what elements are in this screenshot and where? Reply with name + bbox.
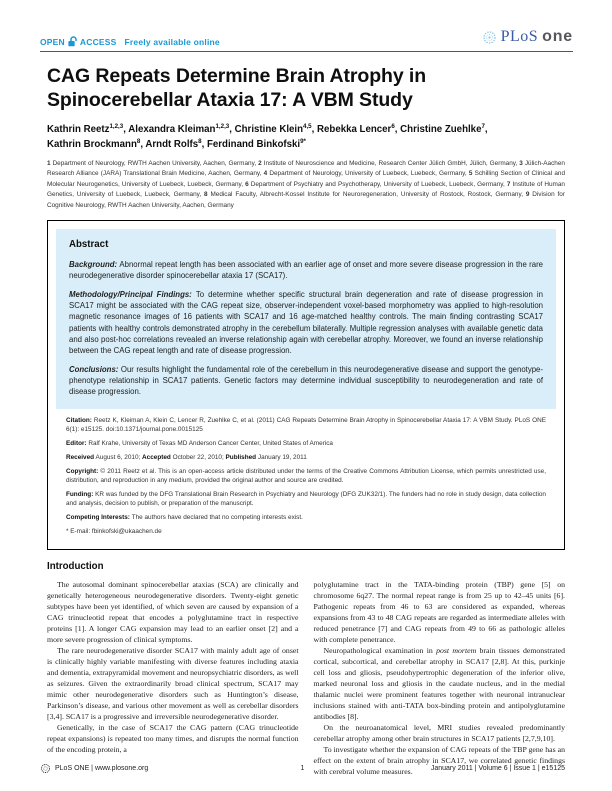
text-segment: Background: xyxy=(69,260,120,270)
text-segment: Our results highlight the fundamental role of the cerebellum in this neurodegenerative disease and support the genotype-phenotype relationship in SCA17 patients. Genetic factors may determine individual susceptibility to neurodegeneration and rate of disease progression. xyxy=(69,364,543,396)
affiliation-number: 7 xyxy=(506,180,513,188)
paragraph xyxy=(314,645,566,722)
freely-available-label: Freely available online xyxy=(124,36,220,47)
text-segment: Published xyxy=(225,453,257,461)
author-name: Christine Klein xyxy=(234,124,304,135)
text-segment: August 6, 2010; xyxy=(94,453,143,461)
one-wordmark: one xyxy=(542,28,573,45)
two-column-body xyxy=(47,579,565,777)
text-segment: Received xyxy=(66,453,95,461)
paragraph xyxy=(66,453,546,462)
text-segment: Competing Interests: xyxy=(66,513,132,521)
text-segment: Funding: xyxy=(66,490,96,498)
paragraph xyxy=(314,722,566,744)
text-segment: post mortem xyxy=(436,645,477,655)
text-segment: January 19, 2011 xyxy=(256,453,307,461)
affiliation-number: 3 xyxy=(519,160,525,167)
text-segment: KR was funded by the DFG Translational Brain Research in Psychiatry and Neurology (DFG ZUK32/1). The funders had no role in study design, data collection and analysis, decision to publish, or preparation of the manuscript. xyxy=(66,490,546,508)
paragraph xyxy=(47,722,299,755)
author-affiliation-sup: 7 xyxy=(481,122,485,130)
paragraph xyxy=(66,439,546,448)
footer-journal-label: PLoS ONE | www.plosone.org xyxy=(55,765,149,772)
article-title-line1: CAG Repeats Determine Brain Atrophy in xyxy=(47,65,427,87)
paragraph xyxy=(69,259,543,281)
abstract-paragraphs xyxy=(69,259,543,397)
paragraph xyxy=(69,364,543,397)
paragraph xyxy=(314,579,566,645)
plos-logo-icon xyxy=(482,30,497,45)
affiliation-number: 2 xyxy=(258,160,264,167)
author-name: Alexandra Kleiman xyxy=(128,124,216,135)
text-segment: polyglutamine tract in the TATA-binding protein (TBP) gene [5] on chromosome 6q27. The normal repeat range is from 25 up to 42–45 units [6]. Pathogenic repeats from 46 to 63 are considered as expanded, whereas expansions from 43 to 48 CAG repeats are regarded as intermediate alleles with reduced penetrance [7] and CAG repeats from 49 to 66 as pathologic alleles with complete penetrance. xyxy=(313,579,565,644)
article-title xyxy=(47,65,565,112)
author-name: Christine Zuehlke xyxy=(400,124,482,135)
text-segment: Genetically, in the case of SCA17 the CAG pattern (CAG trinucleotide repeat expansions) is repeated too many times, and disrupts the normal function of the encoding protein, a xyxy=(47,722,299,754)
paragraph xyxy=(47,579,299,645)
affiliation-number: 9 xyxy=(525,191,533,199)
text-segment: Conclusions: xyxy=(69,364,121,374)
author-name: Kathrin Reetz xyxy=(47,124,110,135)
page-footer xyxy=(40,763,565,774)
text-segment: Citation: xyxy=(66,417,94,425)
plos-one-logo xyxy=(482,28,573,47)
text-segment: Copyright: xyxy=(66,467,101,475)
masthead xyxy=(40,0,573,52)
paragraph xyxy=(66,513,546,522)
affiliation-number: 5 xyxy=(468,170,475,178)
open-access-badge xyxy=(40,36,220,47)
author-affiliation-sup: 6 xyxy=(391,122,395,130)
text-segment: Accepted xyxy=(142,453,171,461)
text-segment: Ralf Krahe, University of Texas MD Anderson Cancer Center, United States of America xyxy=(88,440,333,448)
plos-wordmark: PLoS xyxy=(500,28,539,45)
paragraph xyxy=(47,645,299,722)
paragraph xyxy=(69,289,543,356)
paragraph xyxy=(66,490,546,509)
author-name: Rebekka Lencer xyxy=(317,124,392,135)
introduction-section xyxy=(47,561,565,777)
author-affiliation-sup: 8 xyxy=(136,137,141,145)
author-name: Ferdinand Binkofski xyxy=(206,139,301,150)
text-segment: The rare neurodegenerative disorder SCA17 with mainly adult age of onset is clinically highly variable manifesting with diverse features including ataxia and dementia, extrapyramidal movement and neuropsychiatric disorders, as well as seizures. Given the extraordinarily broad clinical spectrum, SCA17 may mimic other neurodegenerative disorders such as Huntington’s disease, Parkinson’s disease, and various other movement as well as cerebellar disorders [3,4]. SCA17 is a progressive and irreversible neurodegenerative disorder. xyxy=(47,645,299,721)
article-title-line2: Spinocerebellar Ataxia 17: A VBM Study xyxy=(47,88,413,111)
affiliation-number: 1 xyxy=(47,160,53,167)
page-number: 1 xyxy=(300,765,305,772)
footer-journal xyxy=(40,763,148,774)
text-segment: To determine whether specific structural brain degeneration and rate of disease progression in SCA17 might be associated with the CAG repeat size, observer-independent voxel-based morphometry was applied to high-resolution magnetic resonance images of 16 patients with SCA17 and 16 age-matched healthy controls. The main finding contrasting SCA17 patients with healthy controls demonstrated atrophy in the cerebellum bilaterally. Multiple regression analyses with available genetic data and also post-hoc correlations revealed an inverse relationship again with cerebellar atrophy. Moreover, we found an inverse relationship between the CAG repeat length and rate of disease progression. xyxy=(69,290,543,355)
text-segment: * E-mail: fbinkofski@ukaachen.de xyxy=(66,527,162,535)
author-affiliation-sup: 4,5 xyxy=(303,122,312,130)
text-segment: brain tissues demonstrated cortical, subcortical, and cerebellar atrophy in SCA17 [2,8]. At this, purkinje cell loss and gliosis, pseudohypertrophic degeneration of the inferior olive, marked neuronal loss and gliosis in the caudate nucleus, and in the medial thalamic nuclei were prominent features together with neuronal intranuclear inclusions stained with anti-TATA box-binding protein and antipolyglutamine antibodies [8]. xyxy=(313,645,565,721)
author-affiliation-sup: 1,2,3 xyxy=(215,122,230,130)
text-segment: Abnormal repeat length has been associated with an earlier age of onset and more severe disease progression in the rare neurodegenerative disorder spinocerebellar ataxia 17 (SCA17). xyxy=(69,260,544,281)
text-segment: To investigate whether the expansion of CAG repeats of the TBP gene has an effect on the extent of brain atrophy in SCA17, we correlated genetic findings with cerebral volume measures. xyxy=(313,744,565,776)
text-segment: Neuropathological examination in xyxy=(323,645,437,655)
paragraph xyxy=(66,467,546,486)
text-segment: The authors have declared that no competing interests exist. xyxy=(131,513,303,521)
intro-column-left xyxy=(47,579,299,777)
author-affiliation-sup: 9* xyxy=(300,137,306,145)
text-segment: © 2011 Reetz et al. This is an open-access article distributed under the terms of the Creative Commons Attribution License, which permits unrestricted use, distribution, and reproduction in any medium, provided the original author and source are credited. xyxy=(66,467,546,485)
intro-column-right xyxy=(314,579,566,777)
text-segment: Reetz K, Kleiman A, Klein C, Lencer R, Zuehlke C, et al. (2011) CAG Repeats Determine Brain Atrophy in Spinocerebellar Ataxia 17: A VBM Study. PLoS ONE 6(1): e15125. doi:10.1371/journal.pone.0015125 xyxy=(66,417,546,434)
text-segment: October 22, 2010; xyxy=(170,453,226,461)
author-name: Kathrin Brockmann xyxy=(47,139,137,150)
affiliation-number: 6 xyxy=(245,180,251,188)
affiliations: 1 Department of Neurology, RWTH Aachen University, Aachen, Germany, 2 Institute of Neuroscience and Medicine, Research Center Jülich GmbH, Jülich, Germany, 3 Jülich-Aachen Research Alliance (JARA) Translational Brain Medicine, Aachen, Germany, 4 Department of Neurology, University of Luebeck, Luebeck, Germany, 5 Schilling Section of Clinical and Molecular Neurogenetics, University of Luebeck, Luebeck, Germany, 6 Department of Psychiatry and Psychotherapy, University of Luebeck, Luebeck, Germany, 7 Institute of Human Genetics, University of Luebeck, Luebeck, Germany, 8 Medical Faculty, Albrecht-Kossel Institute for Neuroregeneration, University of Rostock, Rostock, Germany, 9 Division for Cognitive Neurology, RWTH Aachen University, Aachen, Germany xyxy=(47,160,565,209)
abstract-citation-box xyxy=(47,220,565,550)
open-lock-icon xyxy=(68,36,77,47)
text-segment: Editor: xyxy=(66,440,89,448)
access-label: ACCESS xyxy=(79,36,117,47)
text-segment: Methodology/Principal Findings: xyxy=(69,290,196,300)
footer-issue-label: January 2011 | Volume 6 | Issue 1 | e15125 xyxy=(430,765,565,772)
abstract-section xyxy=(56,229,556,409)
text-segment: On the neuroanatomical level, MRI studies revealed predominantly cerebellar atrophy among other brain structures in SCA17 patients [2,7,9,10]. xyxy=(313,722,565,743)
paragraph xyxy=(66,416,546,435)
open-label: OPEN xyxy=(40,36,65,47)
text-segment: The autosomal dominant spinocerebellar ataxias (SCA) are clinically and genetically heterogeneous neurodegenerative disorders. Twenty-eight genetic subtypes have been yet identified, of which seven are caused by expansion of a CAG trinucleotid repeat that encodes a polyglutamine tract in respective proteins [1]. A longer CAG expansion may lead to an earlier onset [2] and a more severe progression of clinical symptoms. xyxy=(47,579,299,644)
author-affiliation-sup: 8 xyxy=(198,137,202,145)
author-list: Kathrin Reetz$^{1,2,3}$, Alexandra Kleiman$^{1,2,3}$, Christine Klein$^{4,5}$, Rebekka Lencer$^6$, Christine Zuehlke$^7$, Kathrin Brockmann$^8$, Arndt Rolfs$^8$, Ferdinand Binkofski$^{9*}$ xyxy=(47,122,488,150)
affiliation-number: 4 xyxy=(263,170,270,178)
author-name: Arndt Rolfs xyxy=(145,139,199,150)
plos-footer-logo-icon xyxy=(40,763,51,774)
abstract-heading: Abstract xyxy=(69,239,109,251)
article-info xyxy=(56,409,556,536)
introduction-heading: Introduction xyxy=(47,560,104,572)
author-affiliation-sup: 1,2,3 xyxy=(109,122,124,130)
affiliation-number: 8 xyxy=(204,191,211,199)
paragraph xyxy=(66,527,546,536)
